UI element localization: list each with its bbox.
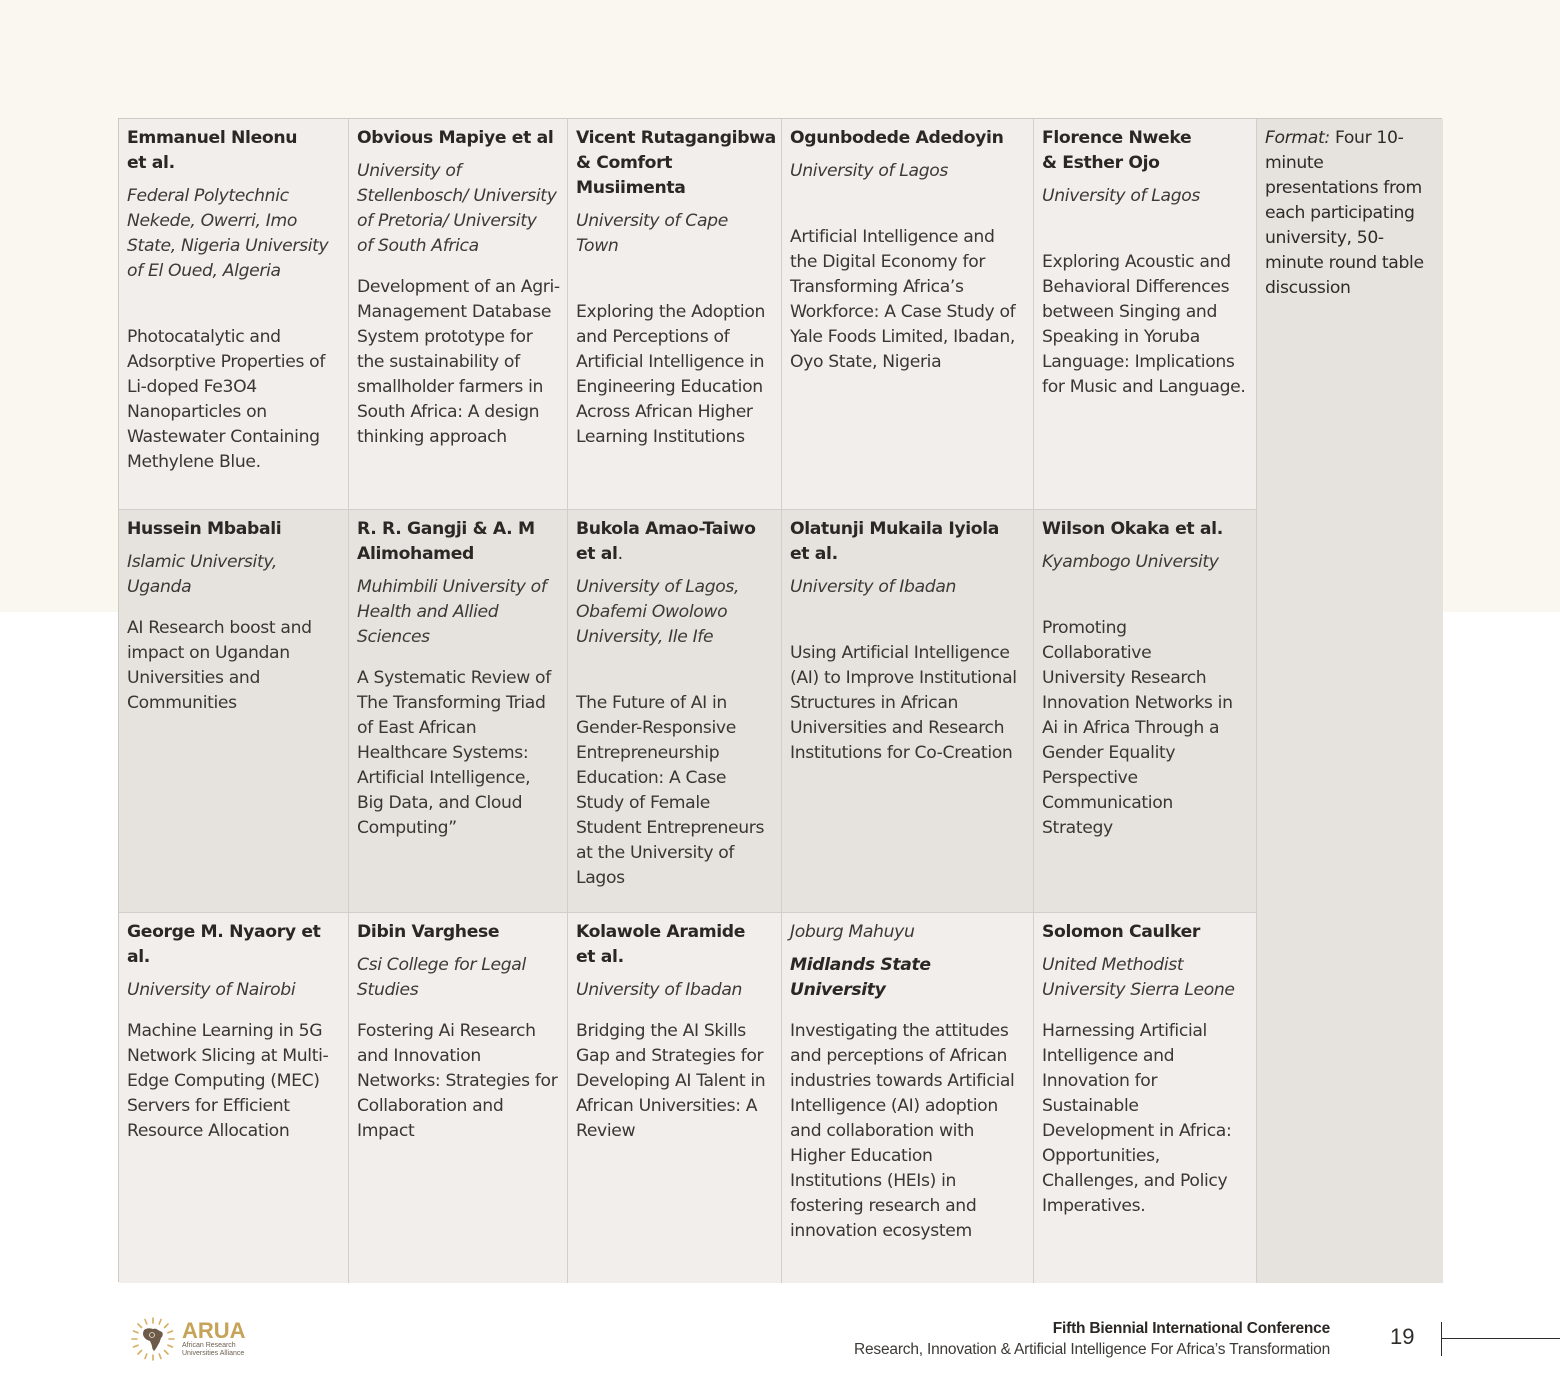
presenter-affiliation: Csi College for Legal Studies xyxy=(357,955,526,1000)
presenter-name xyxy=(576,517,766,567)
presenter-name: Joburg Mahuyu xyxy=(790,922,915,942)
presentation-cell xyxy=(1034,913,1257,1283)
presenter-affiliation: Muhimbili University of Health and Allied Sciences xyxy=(357,577,547,647)
presenter-affiliation: United Methodist University Sierra Leone xyxy=(1042,955,1235,1000)
session-schedule-table xyxy=(118,118,1442,1282)
page-marker-rule-vertical xyxy=(1441,1322,1442,1356)
presentation-cell xyxy=(568,913,782,1283)
presenter-name-suffix: . xyxy=(617,544,623,564)
presentation-title: AI Research boost and impact on Ugandan Universities and Communities xyxy=(127,618,312,713)
presenter-affiliation: Federal Polytechnic Nekede, Owerri, Imo State, Nigeria University of El Oued, Algeria xyxy=(127,186,329,281)
presentation-title: Harnessing Artificial Intelligence and Innovation for Sustainable Development in Africa: Opportunities, Challenges, and Policy Imperatives. xyxy=(1042,1021,1232,1216)
presentation-cell xyxy=(568,119,782,510)
presenter-name-text: Bukola Amao-Taiwo et al xyxy=(576,519,756,564)
presenter-affiliation: University of Ibadan xyxy=(790,577,957,597)
presenter-affiliation: University of Lagos, Obafemi Owolowo University, Ile Ife xyxy=(576,577,740,647)
presentation-title: Exploring Acoustic and Behavioral Differences between Singing and Speaking in Yoruba Language: Implications for Music and Language. xyxy=(1042,252,1246,397)
presenter-affiliation: University of Cape Town xyxy=(576,211,728,256)
presenter-name: Solomon Caulker xyxy=(1042,922,1201,942)
presenter-affiliation: University of Lagos xyxy=(790,161,949,181)
presentation-title: Bridging the AI Skills Gap and Strategies for Developing AI Talent in African Universities: A Review xyxy=(576,1021,766,1141)
conference-theme: Research, Innovation & Artificial Intelligence For Africa’s Transformation xyxy=(854,1341,1330,1358)
presentation-cell xyxy=(349,510,568,913)
presenter-name: Ogunbodede Adedoyin xyxy=(790,128,1004,148)
presentation-title: Development of an Agri-Management Database System prototype for the sustainability of smallholder farmers in South Africa: A design thinking approach xyxy=(357,277,560,447)
page-number: 19 xyxy=(1390,1324,1415,1349)
presenter-name: Olatunji Mukaila Iyiola et al. xyxy=(790,519,1000,564)
presenter-name: Dibin Varghese xyxy=(357,922,500,942)
presenter-affiliation: University of Lagos xyxy=(1042,186,1201,206)
presenter-name: Vicent Rutagangibwa & Comfort Musiimenta xyxy=(576,128,776,198)
presentation-title: Promoting Collaborative University Research Innovation Networks in Ai in Africa Through a Gender Equality Perspective Communication Strategy xyxy=(1042,618,1233,838)
presentation-cell xyxy=(782,913,1034,1283)
presentation-title: Investigating the attitudes and perceptions of African industries towards Artificial Intelligence (AI) adoption and collaboration with Higher Education Institutions (HEIs) in fostering research and innovation ecosystem xyxy=(790,1021,1015,1241)
format-label: Format: xyxy=(1265,128,1330,148)
presentation-cell xyxy=(782,510,1034,913)
presenter-affiliation: Kyambogo University xyxy=(1042,552,1219,572)
presenter-affiliation: University of Nairobi xyxy=(127,980,296,1000)
presentation-title: Using Artificial Intelligence (AI) to Improve Institutional Structures in African Universities and Research Institutions for Co-Creation xyxy=(790,643,1017,763)
presentation-cell xyxy=(119,119,349,510)
format-text: Four 10-minute presentations from each participating university, 50-minute round table discussion xyxy=(1265,128,1424,298)
presenter-name: Emmanuel Nleonu et al. xyxy=(127,128,298,173)
conference-name: Fifth Biennial International Conference xyxy=(1052,1320,1330,1337)
logo-brand: ARUA xyxy=(182,1318,246,1343)
page-marker-rule-horizontal xyxy=(1441,1338,1560,1339)
footer-conference-info xyxy=(854,1318,1330,1361)
presentation-cell xyxy=(119,913,349,1283)
presentation-cell xyxy=(349,119,568,510)
logo-subtitle-line1: African Research xyxy=(182,1342,236,1349)
presentation-title: Artificial Intelligence and the Digital Economy for Transforming Africa’s Workforce: A Case Study of Yale Foods Limited, Ibadan, Oyo State, Nigeria xyxy=(790,227,1016,372)
presenter-name: Kolawole Aramide et al. xyxy=(576,922,746,967)
presentation-cell xyxy=(568,510,782,913)
presentation-title: A Systematic Review of The Transforming Triad of East African Healthcare Systems: Artificial Intelligence, Big Data, and Cloud Computing” xyxy=(357,668,551,838)
presenter-affiliation: University of Ibadan xyxy=(576,980,743,1000)
presentation-title: The Future of AI in Gender-Responsive Entrepreneurship Education: A Case Study of Female Student Entrepreneurs at the University of Lagos xyxy=(576,693,765,888)
presenter-name: George M. Nyaory et al. xyxy=(127,922,321,967)
presentation-cell xyxy=(1034,119,1257,510)
presentation-title: Fostering Ai Research and Innovation Networks: Strategies for Collaboration and Impact xyxy=(357,1021,558,1141)
arua-logo xyxy=(130,1314,260,1364)
logo-subtitle-line2: Universities Alliance xyxy=(182,1350,245,1357)
logo-text xyxy=(182,1320,246,1358)
presentation-cell xyxy=(782,119,1034,510)
session-format-note xyxy=(1257,119,1443,1283)
presenter-name: Wilson Okaka et al. xyxy=(1042,519,1223,539)
presenter-name: R. R. Gangji & A. M Alimohamed xyxy=(357,519,535,564)
presentation-cell xyxy=(349,913,568,1283)
presenter-name: Obvious Mapiye et al xyxy=(357,128,554,148)
presentation-title: Machine Learning in 5G Network Slicing at Multi-Edge Computing (MEC) Servers for Efficient Resource Allocation xyxy=(127,1021,329,1141)
presenter-name: Florence Nweke & Esther Ojo xyxy=(1042,128,1192,173)
presentation-cell xyxy=(1034,510,1257,913)
presentation-title: Exploring the Adoption and Perceptions of Artificial Intelligence in Engineering Education Across African Higher Learning Institutions xyxy=(576,302,766,447)
presenter-affiliation: Midlands State University xyxy=(790,955,931,1000)
presentation-title: Photocatalytic and Adsorptive Properties of Li-doped Fe3O4 Nanoparticles on Wastewater Containing Methylene Blue. xyxy=(127,327,326,472)
africa-sun-logo-icon xyxy=(130,1316,176,1362)
presenter-affiliation: Islamic University, Uganda xyxy=(127,552,277,597)
presenter-affiliation: University of Stellenbosch/ University of Pretoria/ University of South Africa xyxy=(357,161,557,256)
presentation-cell xyxy=(119,510,349,913)
presenter-name: Hussein Mbabali xyxy=(127,519,282,539)
